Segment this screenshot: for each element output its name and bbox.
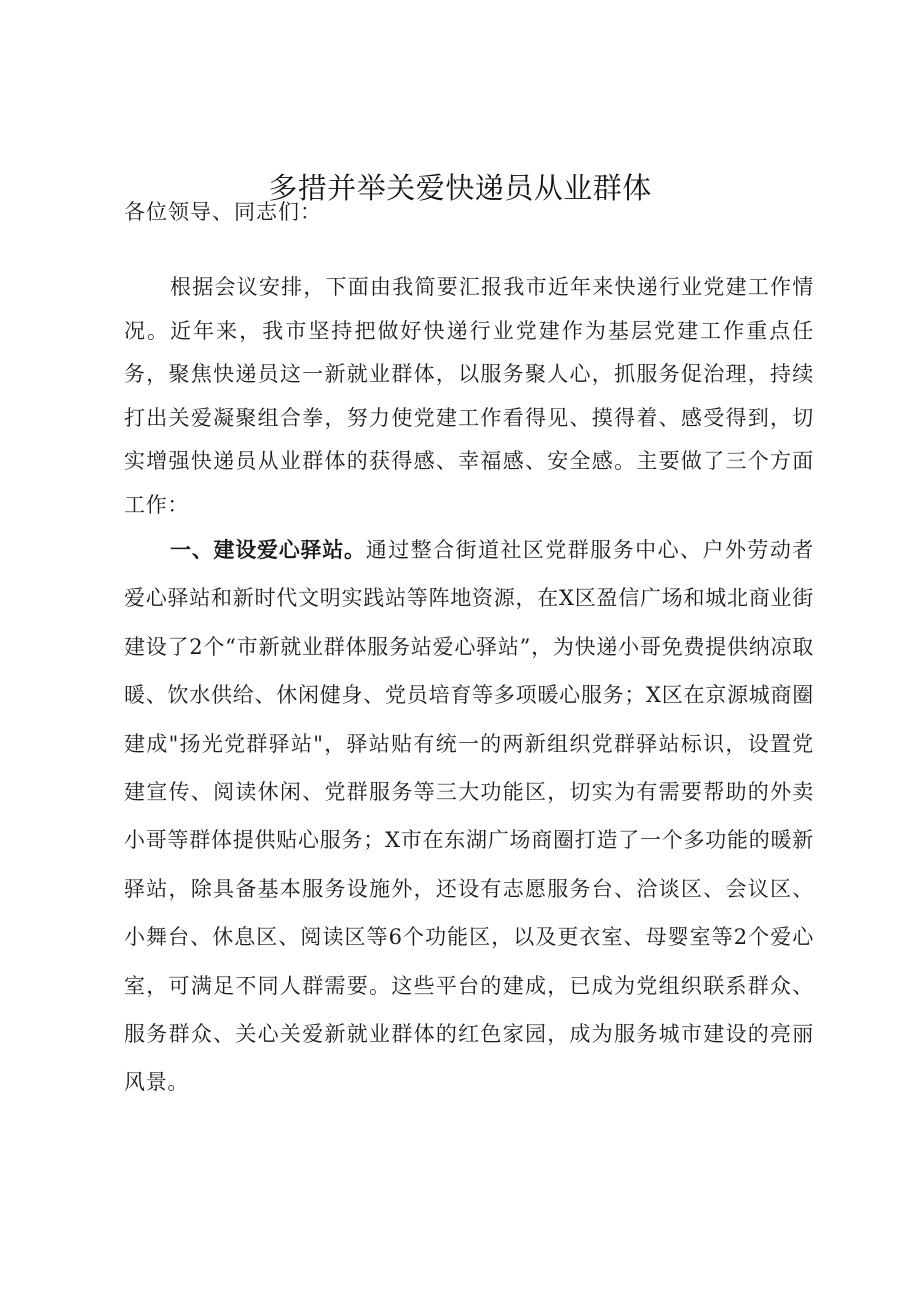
intro-paragraph: 根据会议安排，下面由我简要汇报我市近年来快递行业党建工作情况。近年来，我市坚持把做好快递行业党建作为基层党建工作重点任务，聚焦快递员这一新就业群体，以服务聚人心，抓服务促治理，持续打出关爱凝聚组合拳，努力使党建工作看得见、摸得着、感受得到，切实增强快递员从业群体的获得感、幸福感、安全感。主要做了三个方面工作： [124, 275, 814, 517]
section-1-body: 通过整合街道社区党群服务中心、户外劳动者爱心驿站和新时代文明实践站等阵地资源，在X区盈信广场和城北商业街建设了2个“市新就业群体服务站爱心驿站”，为快递小哥免费提供纳凉取暖、饮水供给、休闲健身、党员培育等多项暖心服务；X区在京源城商圈建成"扬光党群驿站"，驿站贴有统一的两新组织党群驿站标识，设置党建宣传、阅读休闲、党群服务等三大功能区，切实为有需要帮助的外卖小哥等群体提供贴心服务；X市在东湖广场商圈打造了一个多功能的暖新驿站，除具备基本服务设施外，还设有志愿服务台、洽谈区、会议区、小舞台、休息区、阅读区等6个功能区，以及更衣室、母婴室等2个爱心室，可满足不同人群需要。这些平台的建成，已成为党组织联系群众、服务群众、关心关爱新就业群体的红色家园，成为服务城市建设的亮丽风景。 [124, 538, 814, 1095]
section-1-paragraph [124, 526, 814, 1107]
section-1-heading: 一、建设爱心驿站。 [170, 538, 366, 562]
document-title: 多措并举关爱快递员从业群体 [268, 171, 652, 205]
salutation: 各位领导、同志们： [124, 200, 322, 224]
